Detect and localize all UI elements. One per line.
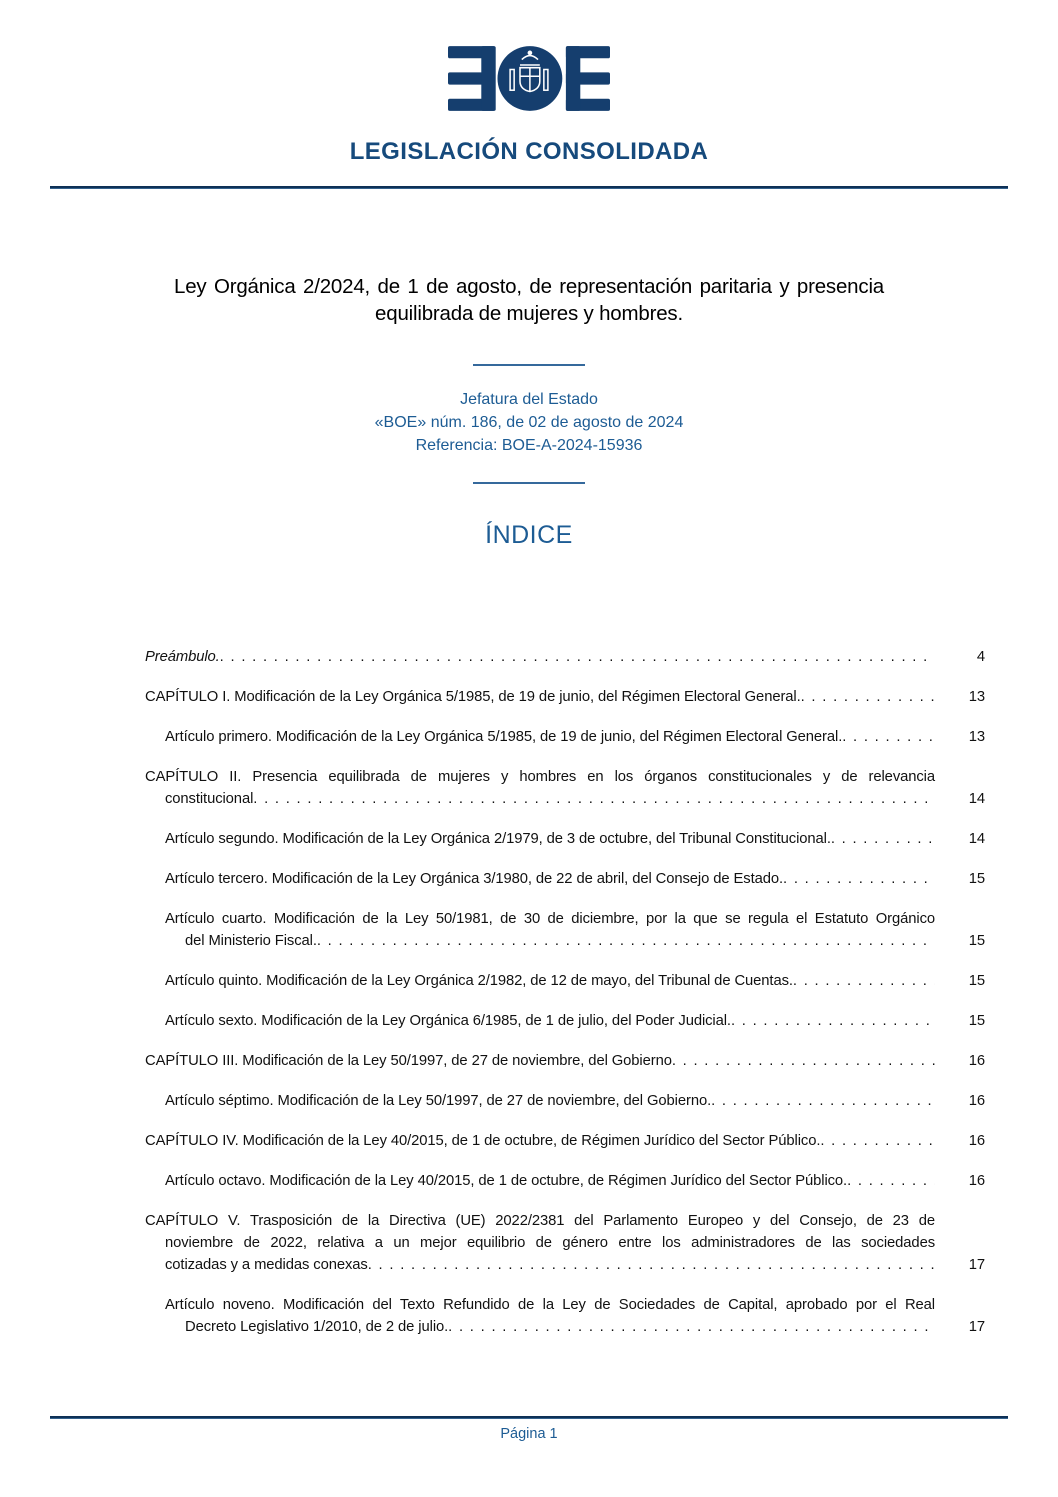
toc-entry-title-line: Artículo cuarto. Modificación de la Ley 50/1981, de 30 de diciembre, por la que se regula el Estatuto Orgánico <box>165 911 935 927</box>
toc-dot-leader <box>831 828 935 850</box>
toc-entry-title: constitucional <box>165 791 254 807</box>
document-meta <box>0 388 1058 457</box>
toc-dot-leader <box>317 930 935 952</box>
section-divider <box>473 482 585 484</box>
page-number-label: Página 1 <box>500 1426 558 1442</box>
toc-dot-leader <box>711 1090 935 1112</box>
toc-entry-title: CAPÍTULO IV. Modificación de la Ley 40/2015, de 1 de octubre, de Régimen Jurídico del Sector Público. <box>145 1133 821 1149</box>
toc-page-number: 16 <box>968 1133 985 1149</box>
toc-dot-leader <box>731 1010 935 1032</box>
toc-entry-title: Preámbulo. <box>145 649 220 665</box>
toc-entry-title: Artículo primero. Modificación de la Ley Orgánica 5/1985, de 19 de junio, del Régimen Electoral General. <box>165 729 843 745</box>
toc-entry-title: Artículo sexto. Modificación de la Ley Orgánica 6/1985, de 1 de julio, del Poder Judicial. <box>165 1013 731 1029</box>
toc-entry[interactable] <box>145 970 985 992</box>
toc-dot-leader <box>672 1050 935 1072</box>
toc-page-number: 14 <box>968 791 985 807</box>
toc-entry-title: CAPÍTULO I. Modificación de la Ley Orgánica 5/1985, de 19 de junio, del Régimen Electoral General. <box>145 689 801 705</box>
toc-page-number: 14 <box>968 831 985 847</box>
toc-list <box>145 646 985 1338</box>
toc-entry-title: Artículo octavo. Modificación de la Ley 40/2015, de 1 de octubre, de Régimen Jurídico del Sector Público. <box>165 1173 848 1189</box>
toc-entry[interactable] <box>145 1050 985 1072</box>
toc-dot-leader <box>368 1254 935 1276</box>
reference: Referencia: BOE-A-2024-15936 <box>415 437 643 454</box>
toc-page-number: 17 <box>968 1319 985 1335</box>
toc-entry[interactable] <box>145 1090 985 1112</box>
toc-entry-title: Artículo séptimo. Modificación de la Ley 50/1997, de 27 de noviembre, del Gobierno. <box>165 1093 712 1109</box>
toc-page-number: 4 <box>976 649 985 665</box>
toc-dot-leader <box>793 970 935 992</box>
toc-entry-title-line: noviembre de 2022, relativa a un mejor equilibrio de género entre los administradores de las sociedades <box>165 1235 935 1251</box>
toc-dot-leader <box>847 1170 935 1192</box>
toc-page-number: 13 <box>968 689 985 705</box>
header-rule <box>50 186 1008 189</box>
toc-entry[interactable] <box>145 726 985 748</box>
toc-entry-title: del Ministerio Fiscal. <box>185 933 317 949</box>
toc-entry[interactable] <box>145 908 985 952</box>
toc-page-number: 16 <box>968 1093 985 1109</box>
toc-dot-leader <box>448 1316 935 1338</box>
toc-page-number: 16 <box>968 1053 985 1069</box>
toc-page-number: 15 <box>968 973 985 989</box>
toc-entry[interactable] <box>145 1294 985 1338</box>
toc-dot-leader <box>220 646 935 668</box>
footer-rule <box>50 1416 1008 1419</box>
publication-info: «BOE» núm. 186, de 02 de agosto de 2024 <box>374 414 684 431</box>
page-footer <box>50 1416 1008 1442</box>
header <box>0 0 1058 117</box>
banner-title: LEGISLACIÓN CONSOLIDADA <box>349 138 709 165</box>
toc-page-number: 15 <box>968 871 985 887</box>
toc-entry[interactable] <box>145 1170 985 1192</box>
toc-dot-leader <box>783 868 935 890</box>
toc-entry-title: cotizadas y a medidas conexas <box>165 1257 368 1273</box>
toc-entry-title-line: CAPÍTULO V. Trasposición de la Directiva (UE) 2022/2381 del Parlamento Europeo y del Consejo, de 23 de <box>145 1213 935 1229</box>
index-heading: ÍNDICE <box>485 521 573 549</box>
toc-entry[interactable] <box>145 1210 985 1276</box>
toc-entry-title: CAPÍTULO III. Modificación de la Ley 50/1997, de 27 de noviembre, del Gobierno <box>145 1053 672 1069</box>
toc-dot-leader <box>820 1130 935 1152</box>
document-title: Ley Orgánica 2/2024, de 1 de agosto, de representación paritaria y presencia equilibrada de mujeres y hombres. <box>174 275 884 325</box>
toc-entry-title: Artículo tercero. Modificación de la Ley Orgánica 3/1980, de 22 de abril, del Consejo de Estado. <box>165 871 783 887</box>
toc-dot-leader <box>842 726 935 748</box>
toc-entry-title: Artículo segundo. Modificación de la Ley Orgánica 2/1979, de 3 de octubre, del Tribunal Constitucional. <box>165 831 831 847</box>
section-divider <box>473 364 585 366</box>
toc-entry[interactable] <box>145 686 985 708</box>
toc-page-number: 17 <box>968 1257 985 1273</box>
toc-page-number: 15 <box>968 933 985 949</box>
boe-logo <box>448 45 610 112</box>
toc-entry-title-line: CAPÍTULO II. Presencia equilibrada de mujeres y hombres en los órganos constitucionales y de relevancia <box>145 769 935 785</box>
toc-dot-leader <box>253 788 935 810</box>
toc-entry[interactable] <box>145 1130 985 1152</box>
toc-entry[interactable] <box>145 868 985 890</box>
toc-page-number: 13 <box>968 729 985 745</box>
toc-entry-title: Artículo quinto. Modificación de la Ley Orgánica 2/1982, de 12 de mayo, del Tribunal de Cuentas. <box>165 973 793 989</box>
toc-entry[interactable] <box>145 1010 985 1032</box>
toc-entry-title: Decreto Legislativo 1/2010, de 2 de julio. <box>185 1319 449 1335</box>
toc-entry[interactable] <box>145 646 985 668</box>
toc-page-number: 15 <box>968 1013 985 1029</box>
issuer: Jefatura del Estado <box>460 391 598 408</box>
toc-page-number: 16 <box>968 1173 985 1189</box>
toc-entry[interactable] <box>145 828 985 850</box>
toc-dot-leader <box>801 686 935 708</box>
toc-entry[interactable] <box>145 766 985 810</box>
toc-entry-title-line: Artículo noveno. Modificación del Texto Refundido de la Ley de Sociedades de Capital, aprobado por el Real <box>165 1297 935 1313</box>
